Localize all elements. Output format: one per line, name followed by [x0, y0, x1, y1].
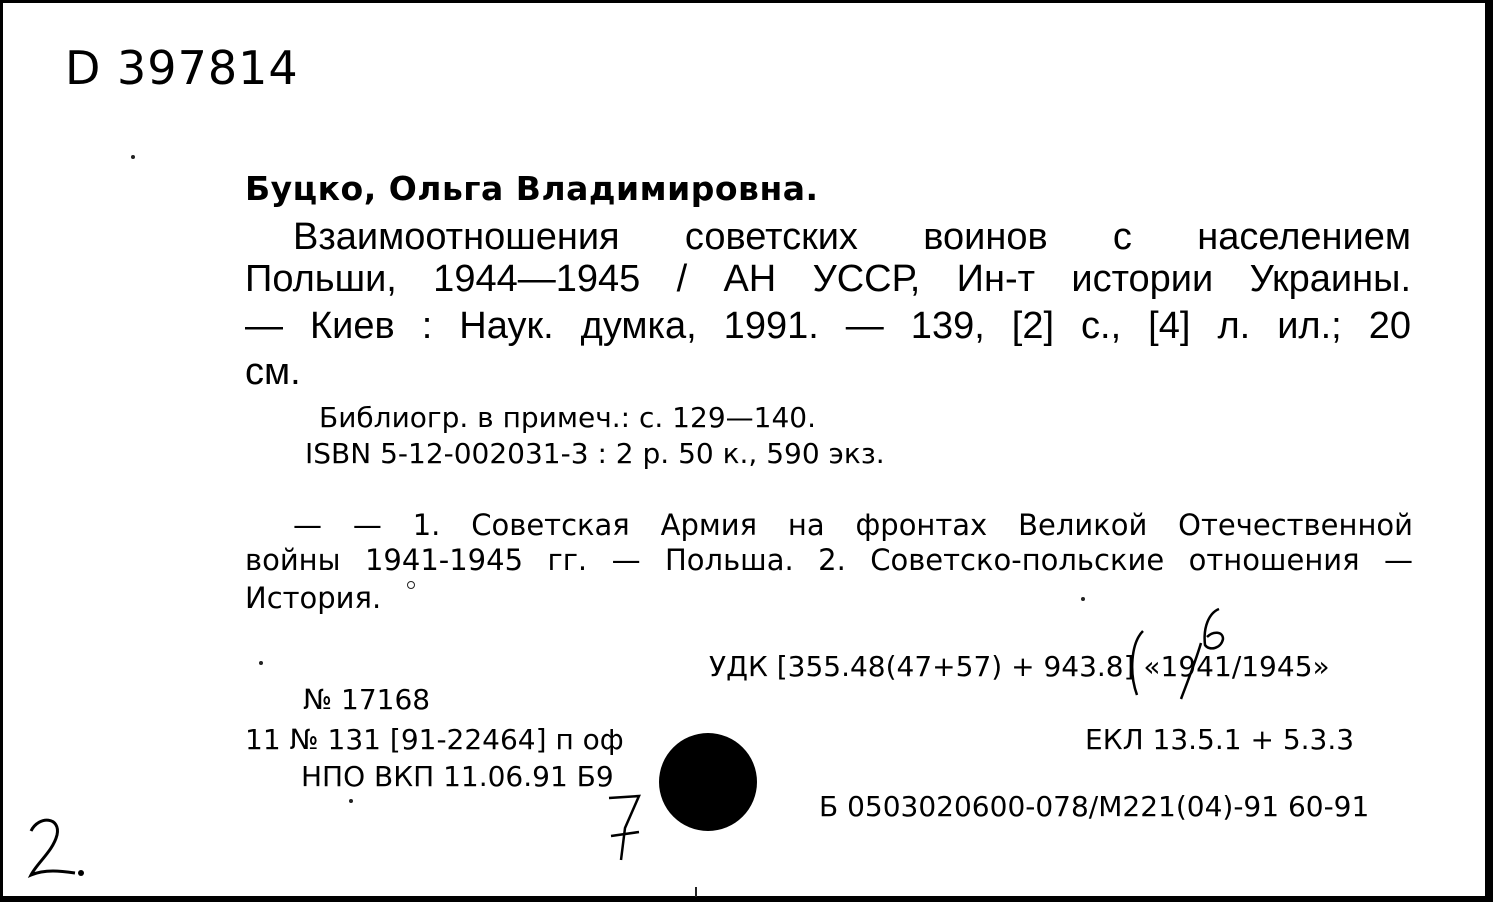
- title-line: см.: [245, 351, 301, 393]
- title-line: Польши, 1944—1945 / АН УССР, Ин-т истории Украины.: [245, 258, 1411, 300]
- author-heading: Буцко, Ольга Владимировна.: [245, 169, 819, 208]
- udc-code: УДК [355.48(47+57) + 943.8] «1941/1945»: [709, 650, 1330, 683]
- title-line: Взаимоотношения советских воинов с населением: [293, 216, 1411, 258]
- isbn-note: ISBN 5-12-002031-3 : 2 р. 50 к., 590 экз.: [305, 437, 885, 470]
- handwritten-bracket-mark: [1091, 603, 1231, 713]
- stray-dot: [349, 799, 353, 803]
- stray-dot: [1081, 597, 1085, 601]
- handwritten-seven-mark: [599, 788, 659, 868]
- ink-blot: [659, 733, 757, 831]
- title-line: — Киев : Наук. думка, 1991. — 139, [2] с., [4] л. ил.; 20: [245, 305, 1411, 347]
- subject-line: войны 1941-1945 гг. — Польша. 2. Советско-польские отношения —: [245, 543, 1413, 577]
- handwritten-two-mark: [21, 811, 91, 883]
- order-number: № 17168: [303, 683, 431, 716]
- bibliography-note: Библиогр. в примеч.: с. 129—140.: [319, 401, 816, 434]
- call-number: D 397814: [65, 41, 299, 95]
- subject-line: — — 1. Советская Армия на фронтах Великой Отечественной: [293, 508, 1413, 542]
- subject-line: История.: [245, 581, 382, 615]
- stray-dot: [407, 581, 415, 589]
- price-code: Б 0503020600-078/М221(04)-91 60-91: [819, 790, 1370, 823]
- stray-dot: [131, 155, 135, 159]
- handwritten-six-mark: [1205, 609, 1223, 648]
- print-info: 11 № 131 [91-22464] п оф: [245, 723, 624, 756]
- print-organization: НПО ВКП 11.06.91 Б9: [301, 760, 614, 793]
- stray-mark: [695, 887, 697, 897]
- stray-dot: [259, 661, 263, 665]
- ekl-code: ЕКЛ 13.5.1 + 5.3.3: [1085, 723, 1355, 756]
